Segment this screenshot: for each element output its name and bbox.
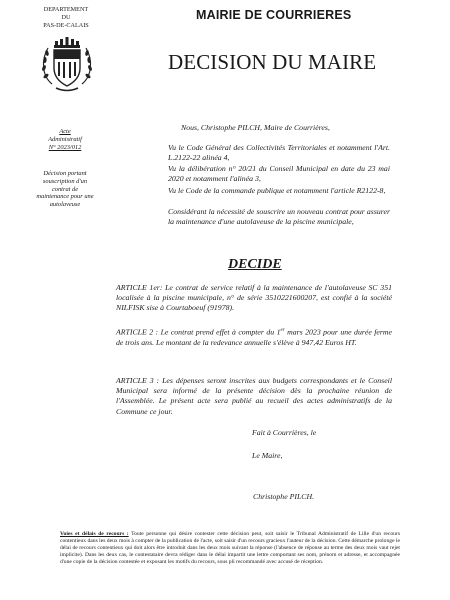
appeal-notice-heading: Voies et délais de recours :: [60, 531, 129, 537]
decision-title: DECISION DU MAIRE: [168, 50, 377, 74]
appeal-notice: [60, 531, 400, 566]
summary-line: Décision portant: [43, 170, 87, 177]
acte-type: Administratif: [48, 135, 82, 143]
decision-summary: [26, 170, 104, 209]
article-2-text-rest: mars 2023 pour une durée ferme de trois ans. Le montant de la redevance annuelle s'élève à 947,42 Euros HT.: [116, 327, 392, 347]
summary-line: autolaveuse: [49, 201, 81, 209]
vu-deliberation-paragraph: Vu la délibération n° 20/21 du Conseil Municipal en date du 23 mai 2020 et notamment l'alinéa 3,: [168, 164, 390, 184]
department-line: DU: [61, 14, 71, 22]
intro-paragraph: Nous, Christophe PILCH, Maire de Courrières,: [181, 123, 330, 132]
acte-label: Acte: [59, 128, 71, 135]
signature-name: Christophe PILCH.: [253, 492, 315, 501]
summary-line: contrat de: [51, 185, 79, 193]
considerant-paragraph: Considérant la nécessité de souscrire un nouveau contrat pour assurer la maintenance d'une autolaveuse de la piscine municipale,: [168, 207, 390, 227]
department-line: DEPARTEMENT: [43, 6, 89, 13]
place-date-line: Fait à Courrières, le: [252, 428, 317, 437]
decide-heading: DECIDE: [228, 257, 282, 272]
appeal-notice-text: Toute personne qui désire contester cette décision peut, soit saisir le Tribunal Administratif de Lille d'un recours contentieux dans les deux mois à compter de la publication de l'acte, soit saisir d'un recours gracieux l'auteur de la décision. Cette démarche prolonge le délai de recours contentieux qui doit alors être introduit dans les deux mois suivant la réponse (l'absence de réponse au terme des deux mois vaut rejet implicite). Dans les deux cas, le contestataire devra rédiger dans le délai impartit une lettre comportant ses nom, prénom et adresse, et accompagnée d'une copie de la décision contestée et exposant les motifs du recours, sous pli recommandé avec accusé de réception.: [60, 531, 400, 566]
mairie-title: MAIRIE DE COURRIERES: [196, 8, 352, 22]
article-2-ordinal: er: [280, 328, 285, 333]
article-3: ARTICLE 3 : Les dépenses seront inscrites aux budgets correspondants et le Conseil Municipal sera informé de la présente décision dès la prochaine réunion de l'Assemblée. Le présent acte sera publié au recueil des actes administratifs de la Commune ce jour.: [116, 376, 392, 416]
acte-reference: [26, 128, 104, 151]
vu-commande-paragraph: Vu le Code de la commande publique et notamment l'article R2122-8,: [168, 186, 386, 195]
mayor-title: Le Maire,: [252, 451, 283, 460]
town-crest-icon: [38, 36, 96, 94]
summary-line: souscription d'un: [42, 177, 88, 185]
article-2: [116, 326, 392, 348]
article-2-text: ARTICLE 2 : Le contrat prend effet à compter du 1: [116, 327, 281, 337]
department-line: PAS-DE-CALAIS: [43, 22, 89, 30]
summary-line: maintenance pour une: [36, 193, 94, 201]
vu-code-paragraph: Vu le Code Général des Collectivités Territoriales et notamment l'Art. L.2122-22 alinéa 4,: [168, 143, 390, 163]
department-heading: [30, 6, 102, 31]
article-1: ARTICLE 1er: Le contrat de service relatif à la maintenance de l'autolaveuse SC 351 localisée à la piscine municipale, n° de série 3510221600207, est confié à la société NILFISK sise à Courtaboeuf (91978).: [116, 283, 392, 313]
acte-number: N° 2023/012: [48, 143, 82, 151]
